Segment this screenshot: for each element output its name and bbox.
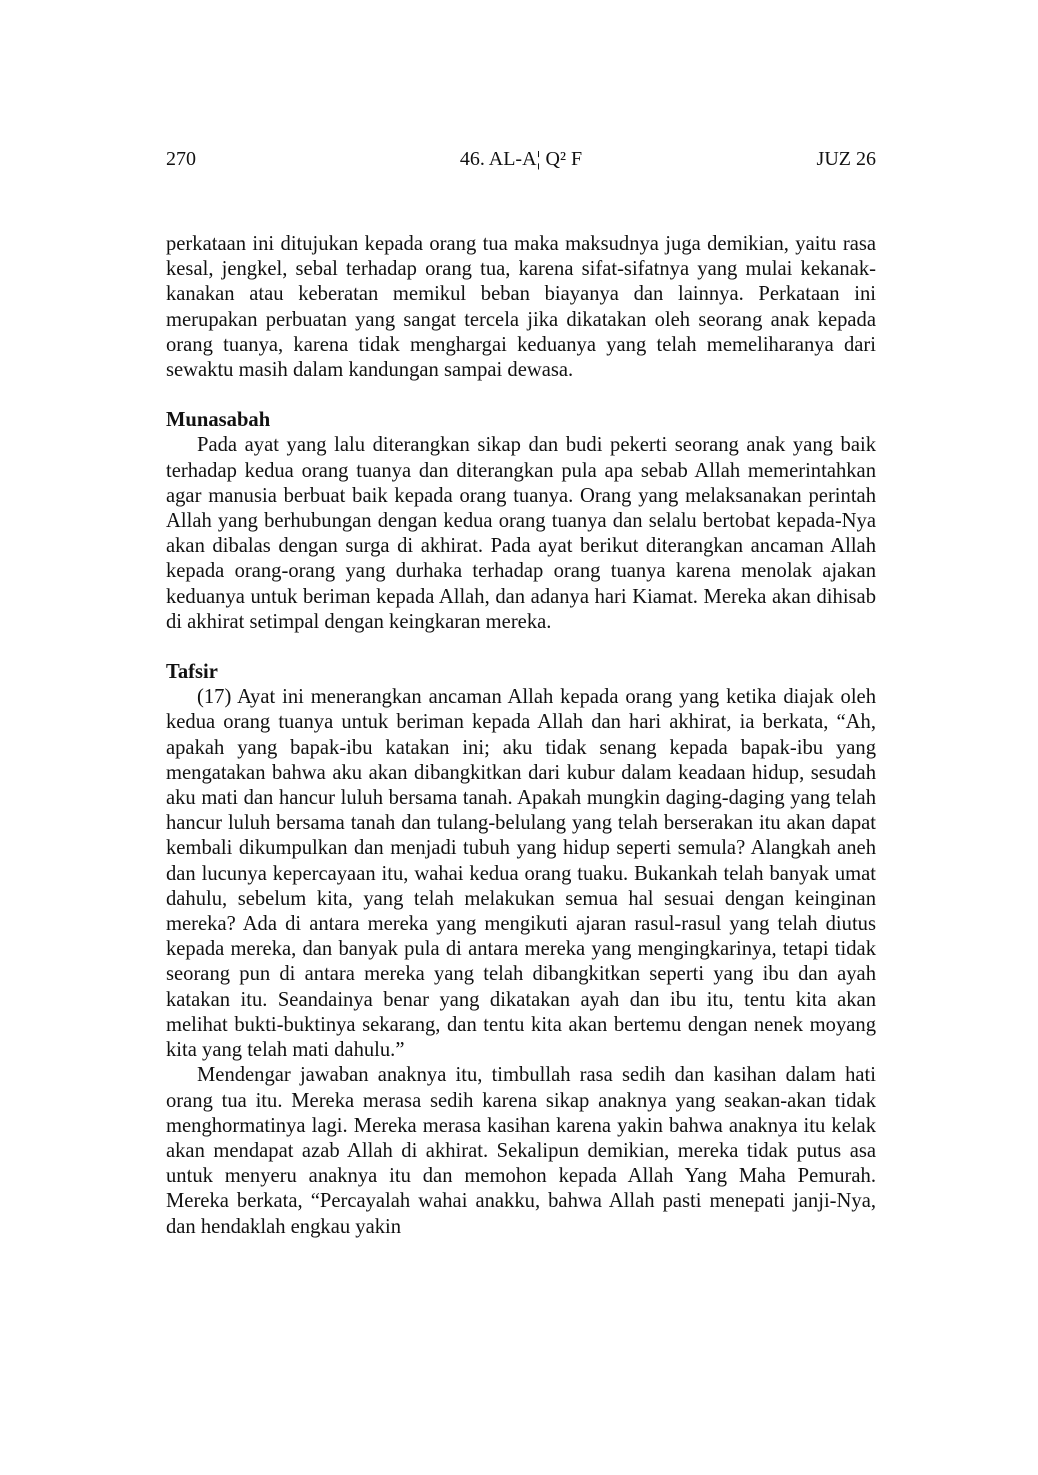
tafsir-paragraph-1: (17) Ayat ini menerangkan ancaman Allah kepada orang yang ketika diajak oleh kedua orang tuanya untuk beriman kepada Allah dan hari akhirat, ia berkata, “Ah, apakah yang bapak-ibu katakan ini; aku tidak senang kepada bapak-ibu yang mengatakan bahwa aku akan dibangkitkan dari kubur dalam keadaan hidup, sesudah aku mati dan hancur luluh bersama tanah. Apakah mungkin daging-daging yang telah hancur luluh bersama tanah dan tulang-belulang yang telah berserakan itu akan dapat kembali dikumpulkan dan menjadi tubuh yang hidup seperti semula? Alangkah aneh dan lucunya kepercayaan itu, wahai kedua orang tuaku. Bukankah telah banyak umat dahulu, sebelum kita, yang telah melakukan semua hal sesuai dengan keinginan mereka? Ada di antara mereka yang mengikuti ajaran rasul-rasul yang telah diutus kepada mereka, dan banyak pula di antara mereka yang mengingkarinya, tetapi tidak seorang pun di antara mereka yang telah dibangkitkan seperti yang ibu dan ayah katakan itu. Seandainya benar yang dikatakan ayah dan ibu itu, tentu kita akan melihat bukti-buktinya sekarang, dan tentu kita akan bertemu dengan nenek moyang kita yang telah mati dahulu.” [166,686,876,1062]
munasabah-heading: Munasabah [166,409,271,432]
munasabah-paragraph: Pada ayat yang lalu diterangkan sikap dan budi pekerti seorang anak yang baik terhadap kedua orang tuanya dan diterangkan pula apa sebab Allah memerintahkan agar manusia berbuat baik kepada orang tuanya. Orang yang melaksanakan perintah Allah yang berhubungan dengan kedua orang tuanya dan selalu bertobat kepada-Nya akan dibalas dengan surga di akhirat. Pada ayat berikut diterangkan ancaman Allah kepada orang-orang yang durhaka terhadap orang tuanya karena menolak ajakan keduanya untuk beriman kepada Allah, dan adanya hari Kiamat. Mereka akan dihisab di akhirat setimpal dengan keingkaran mereka. [166,434,876,633]
page-body [166,232,876,1240]
tafsir-heading: Tafsir [166,661,218,684]
juz-label: JUZ 26 [816,148,876,170]
book-page [166,144,876,1238]
intro-paragraph: perkataan ini ditujukan kepada orang tua maka maksudnya juga demikian, yaitu rasa kesal, jengkel, sebal terhadap orang tua, karena sifat-sifatnya yang mulai kekanak-kanakan atau keberatan memikul beban biayanya dan lainnya. Perkataan ini merupakan perbuatan yang sangat tercela jika dikatakan oleh seorang anak kepada orang tuanya, karena tidak menghargai keduanya yang telah memeliharanya dari sewaktu masih dalam kandungan sampai dewasa. [166,233,876,382]
chapter-title: 46. AL-A¦ Q² F [459,148,583,170]
tafsir-paragraph-2: Mendengar jawaban anaknya itu, timbullah rasa sedih dan kasihan dalam hati orang tua itu. Mereka merasa sedih karena sikap anaknya yang seakan-akan tidak menghormatinya lagi. Mereka merasa kasihan karena yakin bahwa anaknya itu kelak akan mendapat azab Allah di akhirat. Sekalipun demikian, mereka tidak putus asa untuk menyeru anaknya itu dan memohon kepada Allah Yang Maha Pemurah. Mereka berkata, “Percayalah wahai anakku, bahwa Allah pasti menepati janji-Nya, dan hendaklah engkau yakin [166,1064,876,1238]
page-number: 270 [166,148,196,170]
running-header [166,144,876,174]
